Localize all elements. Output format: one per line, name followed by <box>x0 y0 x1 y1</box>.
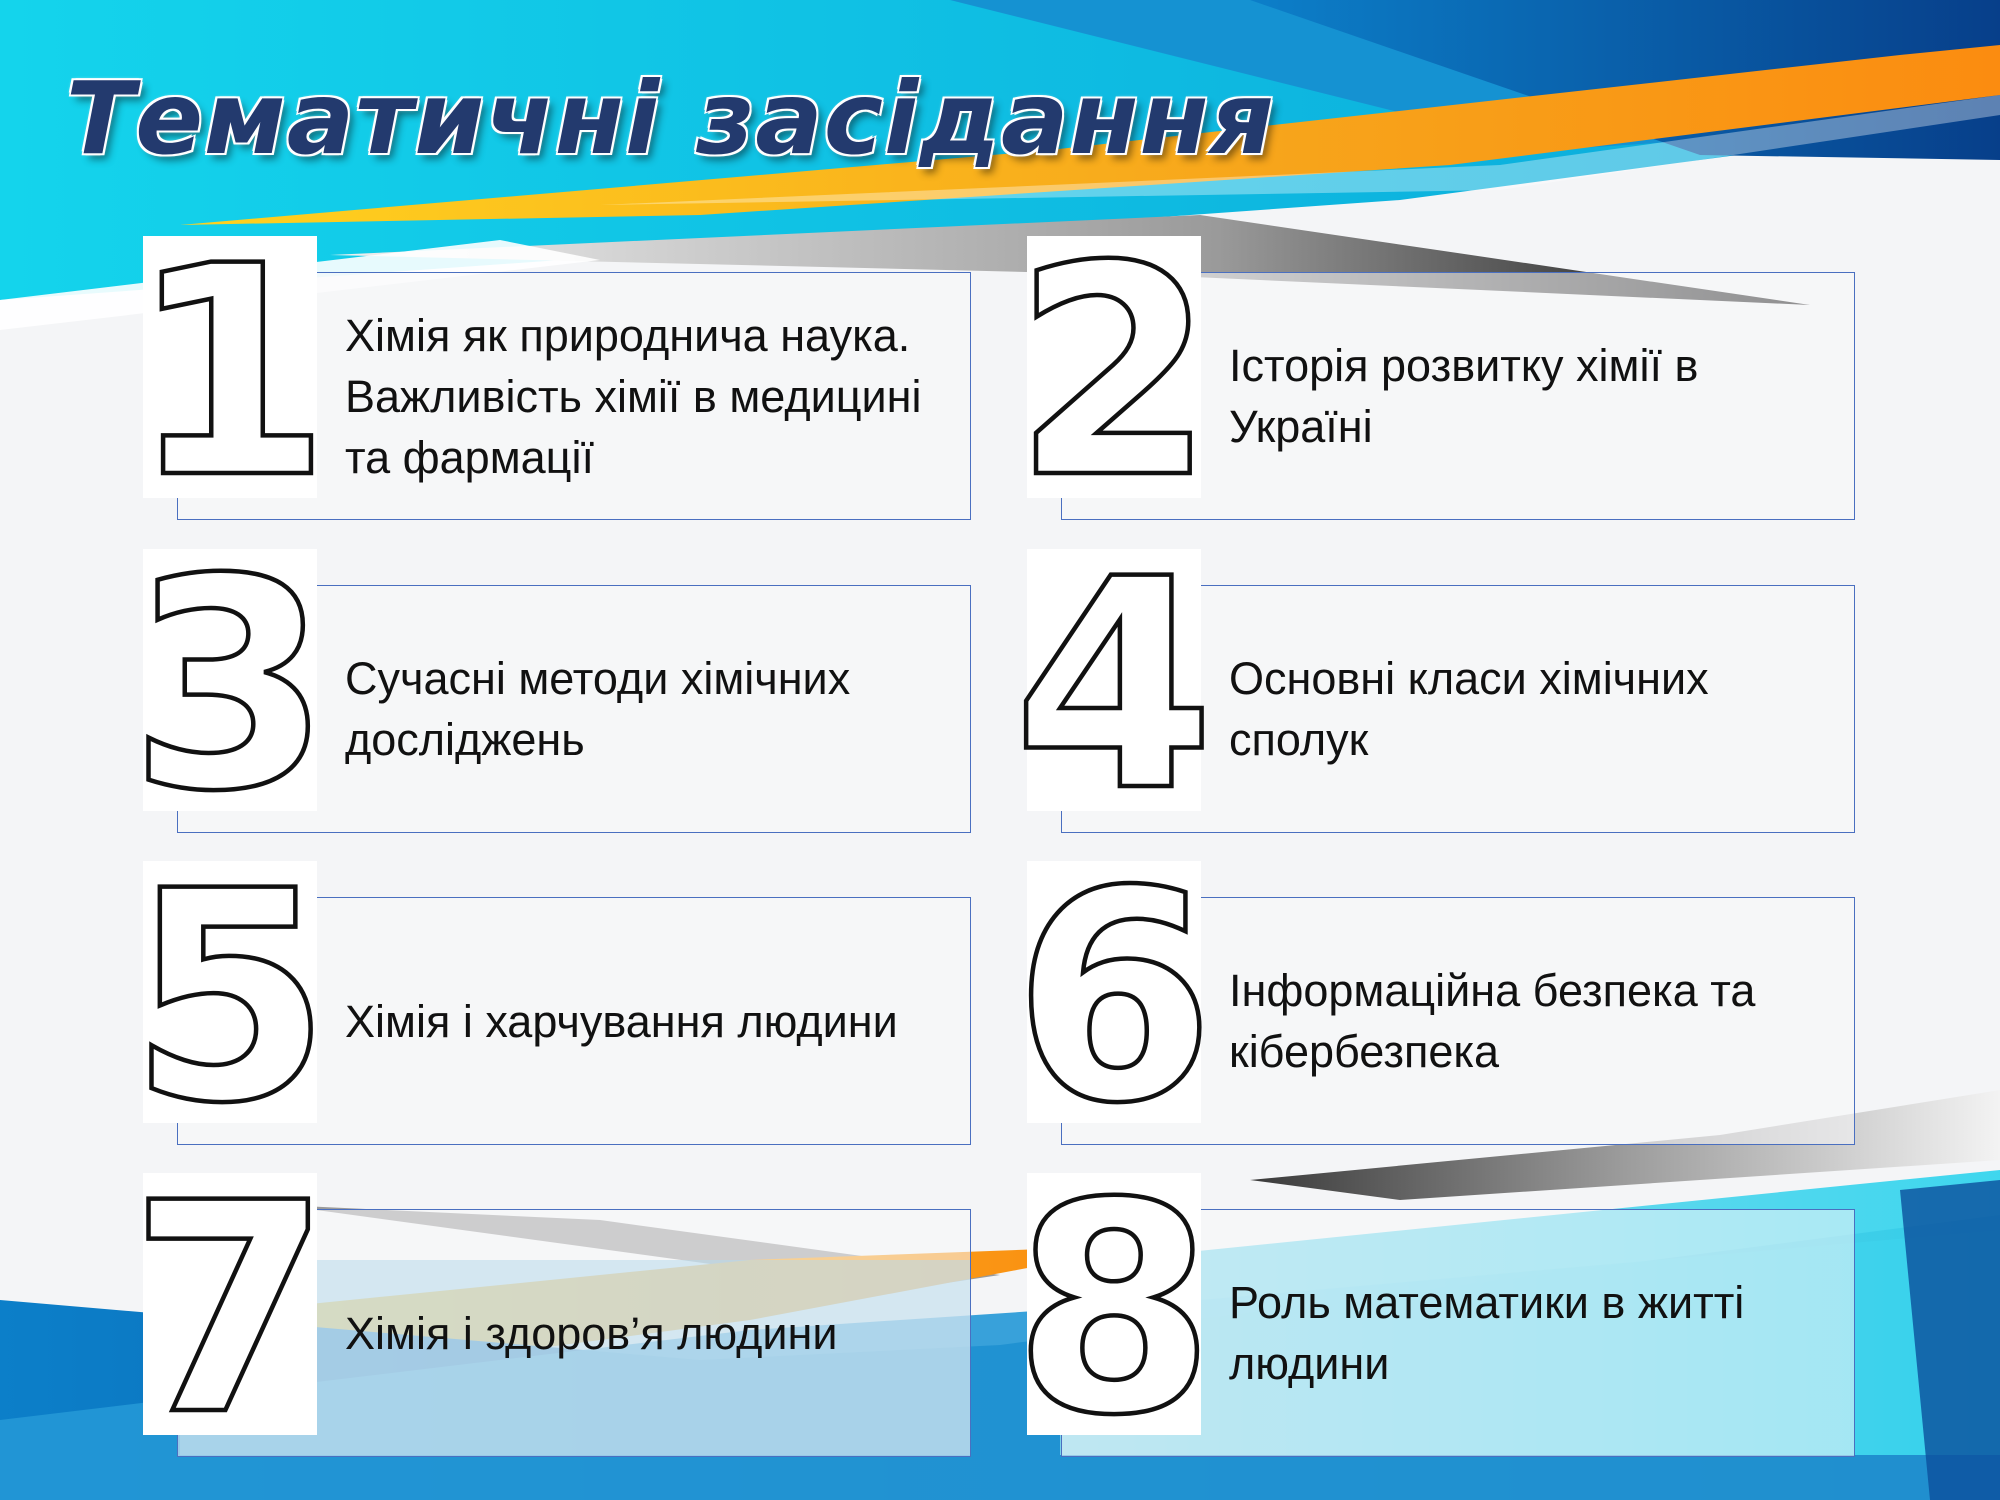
topic-label-5 <box>345 897 955 1145</box>
topic-text-6: Інформаційна безпека та кібербезпека <box>1229 965 1756 1077</box>
number-5: 5 <box>129 830 331 1167</box>
number-1: 1 <box>129 205 331 542</box>
number-badge-2 <box>1013 205 1215 542</box>
number-badge-6 <box>1013 830 1215 1167</box>
number-6: 6 <box>1013 830 1215 1167</box>
number-badge-1 <box>129 205 331 542</box>
number-3: 3 <box>129 518 331 855</box>
number-badge-5 <box>129 830 331 1167</box>
topic-label-6 <box>1229 897 1839 1145</box>
page-title: Тематичні засідання <box>66 60 1275 177</box>
number-7: 7 <box>129 1142 331 1479</box>
topic-label-8 <box>1229 1209 1839 1457</box>
topic-label-7 <box>345 1209 955 1457</box>
topic-text-5: Хімія і харчування людини <box>345 995 898 1047</box>
topic-text-2: Історія розвитку хімії в Україні <box>1229 340 1699 452</box>
topic-text-8: Роль математики в житті людини <box>1229 1277 1745 1389</box>
topic-text-1: Хімія як природнича наука. Важливість хімії в медицині та фармації <box>345 309 922 483</box>
topic-label-3 <box>345 585 955 833</box>
topic-text-4: Основні класи хімічних сполук <box>1229 653 1709 765</box>
number-8: 8 <box>1013 1142 1215 1479</box>
number-4: 4 <box>1013 518 1215 855</box>
number-badge-3 <box>129 518 331 855</box>
topic-label-4 <box>1229 585 1839 833</box>
number-2: 2 <box>1013 205 1215 542</box>
number-badge-7 <box>129 1142 331 1479</box>
topic-text-7: Хімія і здоров’я людини <box>345 1307 838 1359</box>
topic-text-3: Сучасні методи хімічних досліджень <box>345 653 851 765</box>
number-badge-4 <box>1013 518 1215 855</box>
number-badge-8 <box>1013 1142 1215 1479</box>
topic-label-1 <box>345 272 955 520</box>
topic-label-2 <box>1229 272 1839 520</box>
